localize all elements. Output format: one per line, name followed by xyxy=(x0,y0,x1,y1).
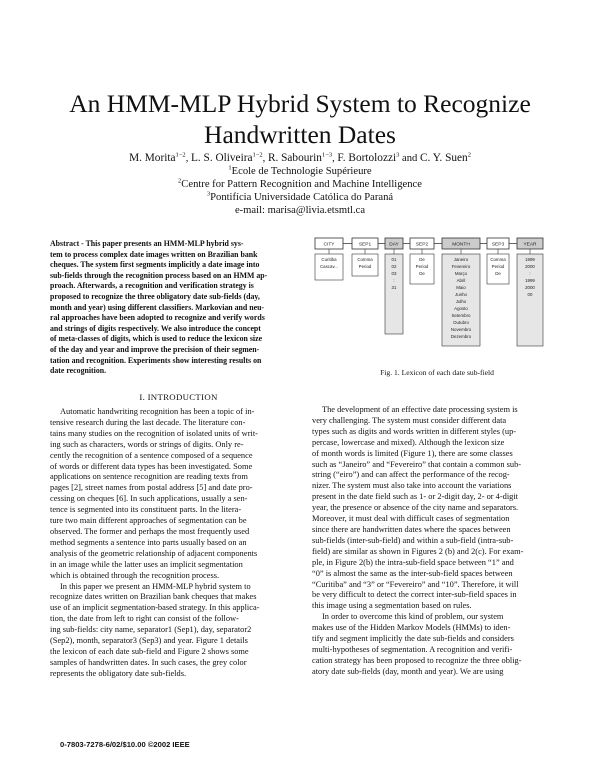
author-name: M. Morita xyxy=(129,152,176,164)
text-line: ple, in Figure 2(b) the intra-sub-field space between “1” and xyxy=(312,557,514,567)
abstract-line: cheques. The system first segments implicitly a date image into xyxy=(50,260,260,270)
abstract xyxy=(50,239,307,377)
abstract-line: sub-fields through the recognition process based on an HMM ap- xyxy=(50,270,268,280)
text-line: observed. The former and perhaps the most frequently used xyxy=(50,526,250,536)
text-line: Automatic handwriting recognition has been a topic of in- xyxy=(60,407,255,416)
text-line: since there are handwritten dates where the spaces between xyxy=(312,524,511,534)
text-line: present in the date field such as 1- or 2-digit day, 2- or 4-digit xyxy=(312,492,518,502)
paragraph xyxy=(50,407,307,418)
text-line: represents the obligatory date sub-fields. xyxy=(50,668,187,678)
abstract-line: date recognition. xyxy=(50,366,107,376)
text-line: The development of an effective date processing system is xyxy=(322,405,518,414)
text-line: samples of handwritten dates. In such cases, the grey color xyxy=(50,657,247,667)
abstract-line: month and year) using different classifiers. Markovian and neu- xyxy=(50,302,265,312)
author-name: C. Y. Suen xyxy=(419,152,468,164)
author-name: L. S. Oliveira xyxy=(190,152,253,164)
lexicon-cell: 1999 2000 : 1999 2000 00 xyxy=(525,257,535,297)
lexicon-diagram xyxy=(312,234,564,364)
text-line: ing sub-fields: city name, separator1 (Sep1), day, separator2 xyxy=(50,625,252,635)
footer-copyright: 0-7803-7278-6/02/$10.00 ©2002 IEEE xyxy=(60,740,190,749)
lexicon-figure xyxy=(312,234,564,364)
text-line: tence is segmented into its constituent parts. In the litera- xyxy=(50,505,242,515)
abstract-line: ral approaches have been adopted to recognize and verify words xyxy=(50,313,265,323)
text-line: cation strategy has been proposed to recognize the three oblig- xyxy=(312,655,522,665)
lexicon-cell: De Period De xyxy=(415,257,429,276)
header-label: MONTH xyxy=(452,242,470,248)
right-column xyxy=(312,405,569,678)
text-line: tensive research during the last decade. The literature con- xyxy=(50,417,246,427)
text-line: field) are similar as shown in Figures 2 (b) and 2(c). For exam- xyxy=(312,546,524,556)
text-line: which is obtained through the recognition process. xyxy=(50,570,220,580)
text-line: In order to overcome this kind of problem, our system xyxy=(322,612,504,622)
text-line: atory date sub-fields (day, month and year). We are using xyxy=(312,666,504,676)
text-line: method segments a sentence into parts usually based on an xyxy=(50,537,247,547)
text-line: such as “Janeiro” and “Fevereiro” that contain a common sub- xyxy=(312,459,522,469)
header-label: CITY xyxy=(323,242,335,248)
abstract-line: of the day and year and improve the precision of their segmen- xyxy=(50,344,260,354)
author-name: R. Sabourin xyxy=(267,152,322,164)
author-name: F. Bortolozzi xyxy=(337,152,397,164)
text-line: nizer. The system must also take into account the variations xyxy=(312,481,512,491)
abstract-line: Abstract - This paper presents an HMM-MLP hybrid sys- xyxy=(50,239,244,248)
lexicon-cell: Comma Period De xyxy=(490,257,506,276)
section-heading: I. INTRODUCTION xyxy=(139,392,218,402)
figure-caption: Fig. 1. Lexicon of each date sub-field xyxy=(380,368,494,377)
lexicon-cell: 01 02 03 : 31 xyxy=(391,257,397,290)
text-line: types such as digits and words written in different styles (up- xyxy=(312,426,517,436)
lexicon-cell: Comma Period xyxy=(357,257,373,269)
header-label: SEP1 xyxy=(358,242,372,248)
text-line: tion, the date from left to right can consist of the follow- xyxy=(50,614,239,624)
text-line: cently the recognition of a sentence composed of a sequence xyxy=(50,450,253,460)
author-affil: 2 xyxy=(467,151,471,159)
author-affil: 3 xyxy=(396,151,400,159)
text-line: the lexicon of each date sub-field and Figure 2 shows some xyxy=(50,646,249,656)
text-line: of words or different data types has been investigated. Some xyxy=(50,461,253,471)
abstract-line: and strings of digits respectively. We also introduce the concept xyxy=(50,323,261,333)
text-line: cessing on cheques [6]. In such applications, usually a sen- xyxy=(50,494,248,504)
intro-column xyxy=(50,407,307,680)
text-line: in an image while the latter uses an implicit segmentation xyxy=(50,559,243,569)
abstract-line: proach. Afterwards, a recognition and verification strategy is xyxy=(50,281,254,291)
text-line: Moreover, it must deal with difficult cases of segmentation xyxy=(312,514,510,524)
text-line: be very difficult to detect the correct inter-sub-field spaces in xyxy=(312,590,517,600)
text-line: “0” is almost the same as the inter-sub-field spaces between xyxy=(312,568,513,578)
author-block xyxy=(0,152,600,217)
affiliation-3: $^3$Pontifícia Universidade Católica do Paraná xyxy=(206,190,394,203)
text-line: recognize dates written on Brazilian bank cheques that makes xyxy=(50,592,257,602)
text-line: makes use of the Hidden Markov Models (HMMs) to iden- xyxy=(312,623,511,633)
text-line: ing such as characters, words or strings of digits. Only re- xyxy=(50,439,244,449)
lexicon-cell: Curitiba Cascav... xyxy=(320,257,338,269)
author-affil: 1−2 xyxy=(252,151,263,159)
email: e-mail: marisa@livia.etsmtl.ca xyxy=(234,205,366,216)
text-line: this image using a segmentation based on rules. xyxy=(312,601,472,611)
text-line: string (“eiro”) and can affect the performance of the recog- xyxy=(312,470,510,480)
abstract-line: tation and recognition. Experiments show interesting results on xyxy=(50,355,262,365)
text-line: of month words is limited (Figure 1), there are some classes xyxy=(312,448,513,458)
text-line: In this paper we present an HMM-MLP hybrid system to xyxy=(60,581,251,591)
paper-title xyxy=(0,88,600,150)
abstract-line: tem to process complex date images written on Brazilian bank xyxy=(50,249,258,259)
text-line: year, the presence or absence of the city name and separators. xyxy=(312,503,519,513)
affiliation-1: $^1$Ecole de Technologie Supérieure xyxy=(228,164,372,177)
author-affil: 1−3 xyxy=(321,151,333,159)
text-line: use of an implicit segmentation-based strategy. In this applica- xyxy=(50,603,260,613)
header-label: SEP2 xyxy=(415,242,429,248)
author-list: M. Morita$^{1-2}$, L. S. Oliveira$^{1-2}$, R. Sabourin$^{1-3}$, F. Bortolozzi$^3$ and C. Y. Suen$^2$ xyxy=(129,151,471,164)
affiliation-2: $^2$Centre for Pattern Recognition and Machine Intelligence xyxy=(178,177,422,190)
title-line-1: An HMM-MLP Hybrid System to Recognize xyxy=(69,89,531,118)
text-line: multi-hypotheses of segmentation. A recognition and verifi- xyxy=(312,644,513,654)
author-affil: 1−2 xyxy=(175,151,186,159)
text-line: very challenging. The system must consider different data xyxy=(312,415,507,425)
text-line: applications on sentence recognition are reading texts from xyxy=(50,472,248,482)
header-label: SEP3 xyxy=(491,242,505,248)
text-line: ture two main different approaches of segmentation can be xyxy=(50,516,247,526)
header-label: DAY xyxy=(389,242,399,248)
text-line: pages [2], street names from postal address [5] and date pro- xyxy=(50,483,253,493)
text-line: tify and segment implicitly the date sub-fields and considers xyxy=(312,634,514,644)
text-line: sub-fields (inter-sub-field) and within a sub-field (intra-sub- xyxy=(312,535,514,545)
title-line-2: Handwritten Dates xyxy=(204,120,396,149)
header-label: YEAR xyxy=(523,242,537,248)
text-line: (Sep2), month, separator3 (Sep3) and year. Figure 1 details xyxy=(50,636,248,646)
text-line: tains many studies on the recognition of isolated units of writ- xyxy=(50,428,258,438)
text-line: percase, lowercase and mixed). Although the lexicon size xyxy=(312,437,505,447)
text-line: “Curitiba” and “3” or “Fevereiro” and “10”. Therefore, it will xyxy=(312,579,519,589)
abstract-line: proposed to recognize the three obligatory date sub-fields (day, xyxy=(50,291,260,301)
abstract-line: of meta-classes of digits, which is used to reduce the lexicon size xyxy=(50,334,263,344)
lexicon-cell: Janeiro Fevereiro Março Abril Maio Junho Julho Agosto Setembro Outubro Novembro Dezembro xyxy=(450,257,472,339)
text-line: analysis of the geometric relationship of adjacent components xyxy=(50,548,258,558)
